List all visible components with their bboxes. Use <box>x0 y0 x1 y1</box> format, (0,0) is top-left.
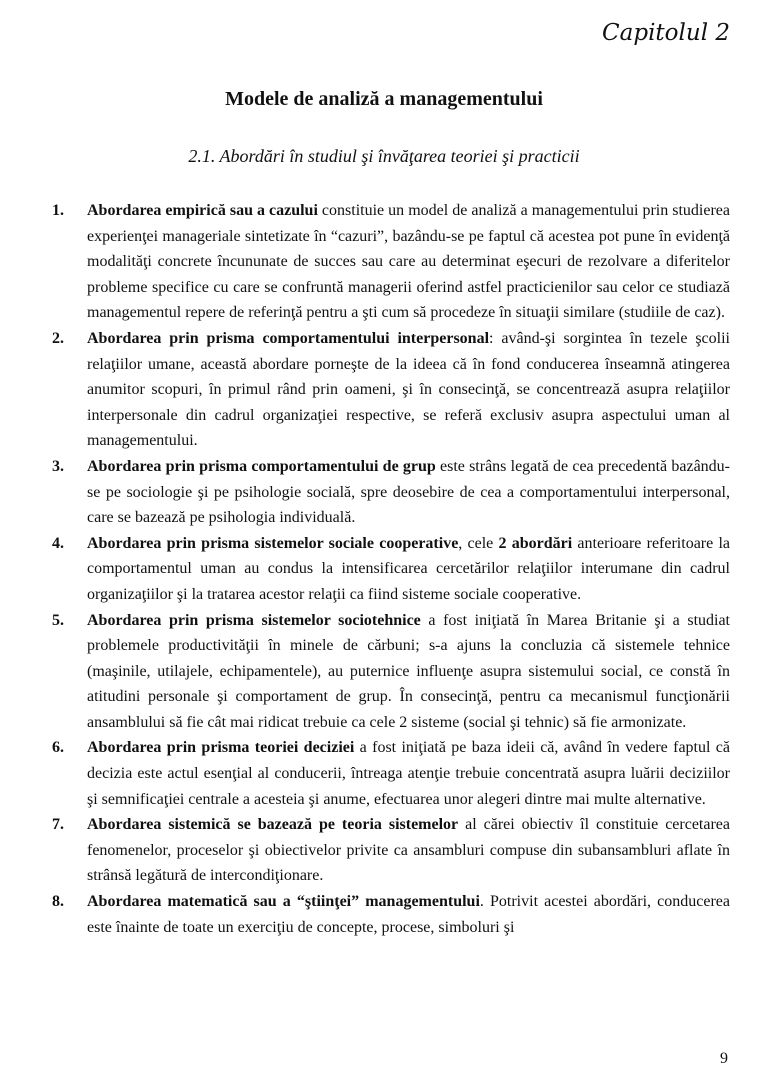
item-body <box>87 735 730 812</box>
list-item <box>52 454 730 531</box>
item-text: , cele <box>458 534 499 552</box>
item-lead: Abordarea empirică sau a cazului <box>87 202 318 219</box>
item-lead: Abordarea prin prisma sistemelor sociale cooperative <box>87 534 459 552</box>
item-body <box>87 198 730 326</box>
item-text: a fost iniţiată în Marea Britanie şi a studiat problemele productivităţii în minele de cărbuni; s-a ajuns la concluzia că sistemele tehnice (maşinile, utilajele, echipamentele), au puternice influenţe asupra sistemului social, ce constă în atitudini personale şi comportament de grup. În consecinţă, pentru ca mecanismul funcţionării ansamblului să fie cât mai ridicat trebuie ca cele 2 sisteme (social şi tehnic) să fie armonizate. <box>87 611 731 731</box>
item-text: constituie un model de analiză a managementului prin studierea experienţei manageriale sintetizate în “cazuri”, bazându-se pe faptul că acestea pot pune în evidenţă modalităţi concrete încununate de succes sau care au determinat eşecuri de rezolvare a diferitelor probleme specifice cu care se confruntă managerii oferind astfel practicienilor sau celor ce studiază managementul repere de referinţă pentru a şti cum să procedeze în situaţii similare (studiile de caz). <box>87 202 730 322</box>
chapter-heading: Capitolul 2 <box>602 20 730 46</box>
item-text: al cărei obiectiv îl constituie cercetarea fenomenelor, proceselor şi obiectivelor privite ca ansambluri compuse din subansambluri aflate în strânsă legătură de intercondiţionare. <box>87 816 730 885</box>
item-number: 2. <box>52 329 64 347</box>
list-item <box>52 531 730 608</box>
list-item <box>52 889 730 940</box>
item-number: 6. <box>52 739 64 757</box>
item-number: 7. <box>52 816 64 834</box>
item-number: 1. <box>52 202 64 219</box>
list-item <box>52 735 730 812</box>
item-lead: Abordarea prin prisma teoriei deciziei <box>87 739 355 757</box>
item-body <box>87 531 730 608</box>
item-body <box>87 812 730 889</box>
list-item <box>52 326 730 454</box>
item-body <box>87 454 730 531</box>
item-text: a fost iniţiată pe baza ideii că, având în vedere faptul că decizia este actul esenţial al conducerii, întreaga atenţie trebuie concentrată asupra luării deciziilor şi semnificaţiei centrale a acesteia şi anume, efectuarea unor alegeri dintre mai multe alternative. <box>87 739 730 808</box>
section-subtitle: 2.1. Abordări în studiul şi învăţarea teoriei şi practicii <box>188 146 580 166</box>
page-number: 9 <box>720 1050 728 1067</box>
list-item <box>52 812 730 889</box>
item-lead: Abordarea prin prisma comportamentului de grup <box>87 457 436 475</box>
item-number: 3. <box>52 457 64 475</box>
item-lead-secondary: 2 abordări <box>498 534 573 552</box>
list-item <box>52 608 730 736</box>
item-text: : având-şi sorgintea în tezele şcolii relaţiilor umane, această abordare porneşte de la ideea că în fond conducerea înseamnă atingerea anumitor scopuri, în primul rând prin oameni, şi în consecinţă, se concentrează asupra relaţiilor interpersonale din cadrul organizaţiei respective, se referă exclusiv asupra aspectului uman al managementului. <box>87 329 730 450</box>
item-body <box>87 608 730 736</box>
list-item <box>52 198 730 326</box>
item-text: este strâns legată de cea precedentă bazându-se pe sociologie şi pe psihologie socială, spre deosebire de cea a comportamentului interpersonal, care se bazează pe psihologia individuală. <box>87 457 730 527</box>
item-text-continued: anterioare referitoare la comportamentul uman au condus la intensificarea cercetărilor relaţiilor interumane din cadrul organizaţiilor şi la tratarea acestor relaţii ca fiind sisteme sociale cooperative. <box>87 534 731 603</box>
item-lead: Abordarea matematică sau a “ştiinţei” managementului <box>87 893 480 911</box>
item-lead: Abordarea sistemică se bazează pe teoria sistemelor <box>87 816 459 834</box>
item-number: 4. <box>52 534 64 552</box>
item-lead: Abordarea prin prisma comportamentului interpersonal <box>87 329 490 347</box>
approaches-list <box>52 198 730 940</box>
item-number: 5. <box>52 611 64 629</box>
item-body <box>87 889 730 940</box>
page-title: Modele de analiză a managementului <box>225 88 543 110</box>
item-body <box>87 326 730 454</box>
item-text: . Potrivit acestei abordări, conducerea este înainte de toate un exerciţiu de concepte, procese, simboluri şi <box>87 893 730 936</box>
item-lead: Abordarea prin prisma sistemelor sociotehnice <box>87 611 421 629</box>
item-number: 8. <box>52 893 64 911</box>
